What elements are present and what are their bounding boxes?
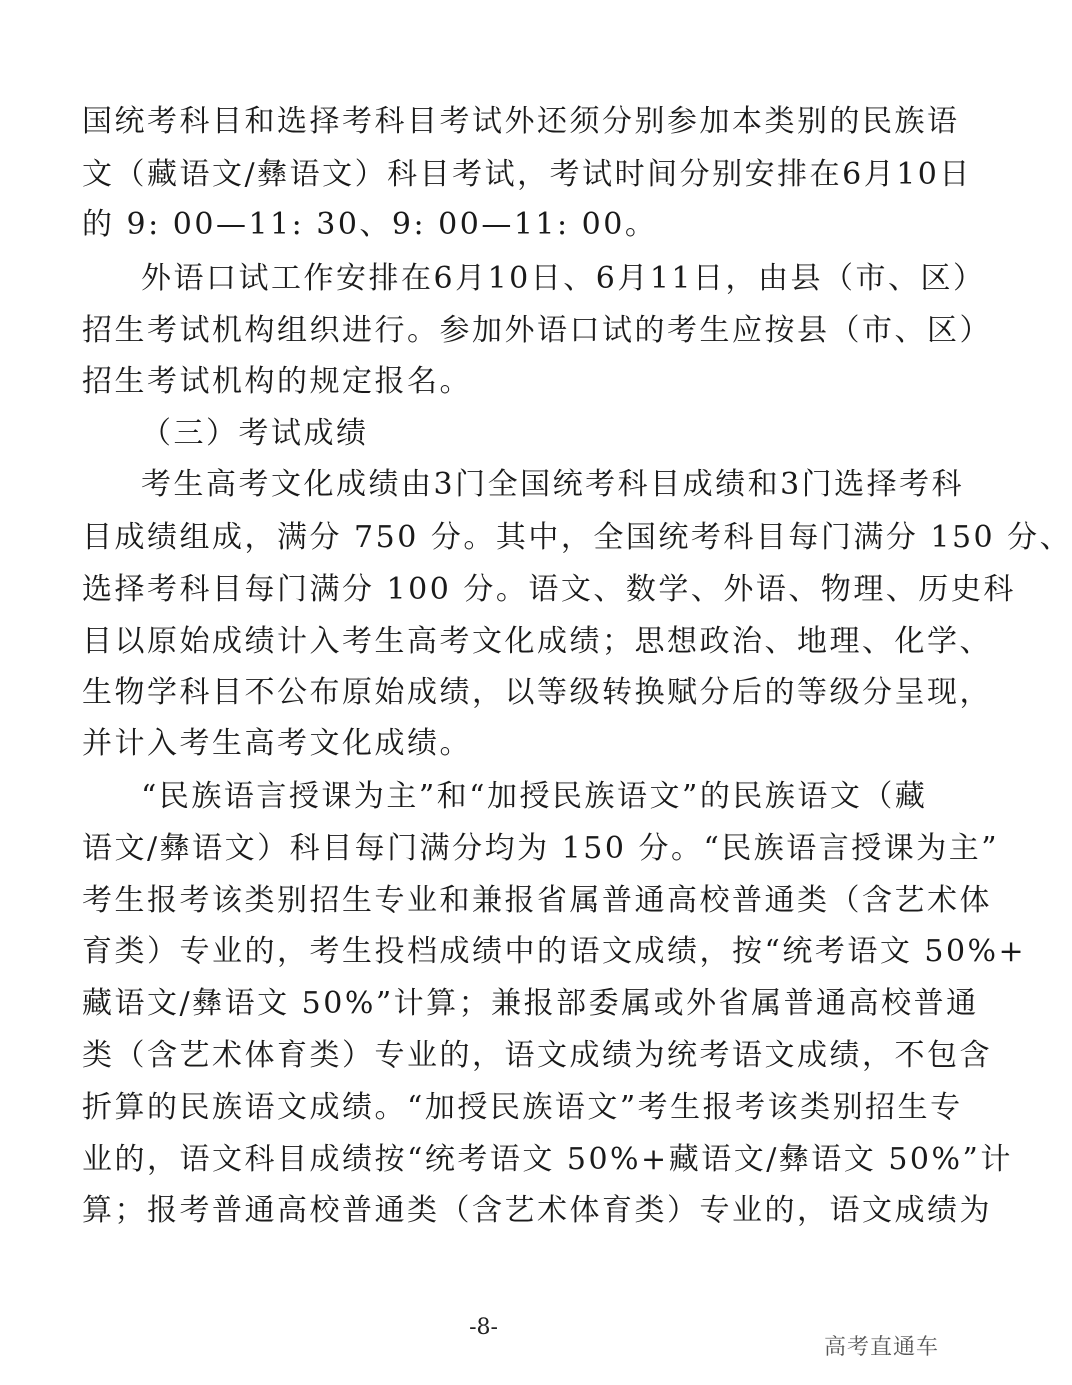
paragraph-4-line-7: 折算的民族语文成绩。“加授民族语文”考生报考该类别招生专 [82,1090,963,1125]
paragraph-3-line-1: 考生高考文化成绩由3门全国统考科目成绩和3门选择考科 [141,467,965,502]
paragraph-1-line-3: 的 9: 00—11: 30、9: 00—11: 00。 [82,207,658,242]
paragraph-4-line-4: 育类）专业的，考生投档成绩中的语文成绩，按“统考语文 50%+ [82,934,1027,969]
paragraph-3-line-2: 目成绩组成，满分 750 分。其中，全国统考科目每门满分 150 分、 [82,520,1072,555]
paragraph-3-line-6: 并计入考生高考文化成绩。 [82,726,472,761]
paragraph-3-line-3: 选择考科目每门满分 100 分。语文、数学、外语、物理、历史科 [82,572,1016,607]
paragraph-4-line-3: 考生报考该类别招生专业和兼报省属普通高校普通类（含艺术体 [82,883,992,918]
paragraph-2-line-3: 招生考试机构的规定报名。 [82,364,472,399]
paragraph-2-line-2: 招生考试机构组织进行。参加外语口试的考生应按县（市、区） [82,313,992,348]
paragraph-2-line-1: 外语口试工作安排在6月10日、6月11日，由县（市、区） [141,261,986,296]
paragraph-4-line-5: 藏语文/彝语文 50%”计算；兼报部委属或外省属普通高校普通 [82,986,979,1021]
paragraph-3-line-5: 生物学科目不公布原始成绩，以等级转换赋分后的等级分呈现， [82,675,992,710]
paragraph-4-line-9: 算；报考普通高校普通类（含艺术体育类）专业的，语文成绩为 [82,1193,992,1228]
page-number: -8- [469,1315,498,1340]
paragraph-4-line-6: 类（含艺术体育类）专业的，语文成绩为统考语文成绩，不包含 [82,1038,992,1073]
paragraph-1-line-1: 国统考科目和选择考科目考试外还须分别参加本类别的民族语 [82,104,960,139]
paragraph-4-line-2: 语文/彝语文）科目每门满分均为 150 分。“民族语言授课为主” [82,831,1000,866]
paragraph-4-line-1: “民族语言授课为主”和“加授民族语文”的民族语文（藏 [141,779,928,814]
paragraph-3-line-4: 目以原始成绩计入考生高考文化成绩；思想政治、地理、化学、 [82,624,992,659]
paragraph-4-line-8: 业的，语文科目成绩按“统考语文 50%+藏语文/彝语文 50%”计 [82,1142,1013,1177]
section-heading: （三）考试成绩 [141,416,369,451]
watermark-text: 高考直通车 [823,1335,939,1360]
paragraph-1-line-2: 文（藏语文/彝语文）科目考试，考试时间分别安排在6月10日 [82,157,972,192]
